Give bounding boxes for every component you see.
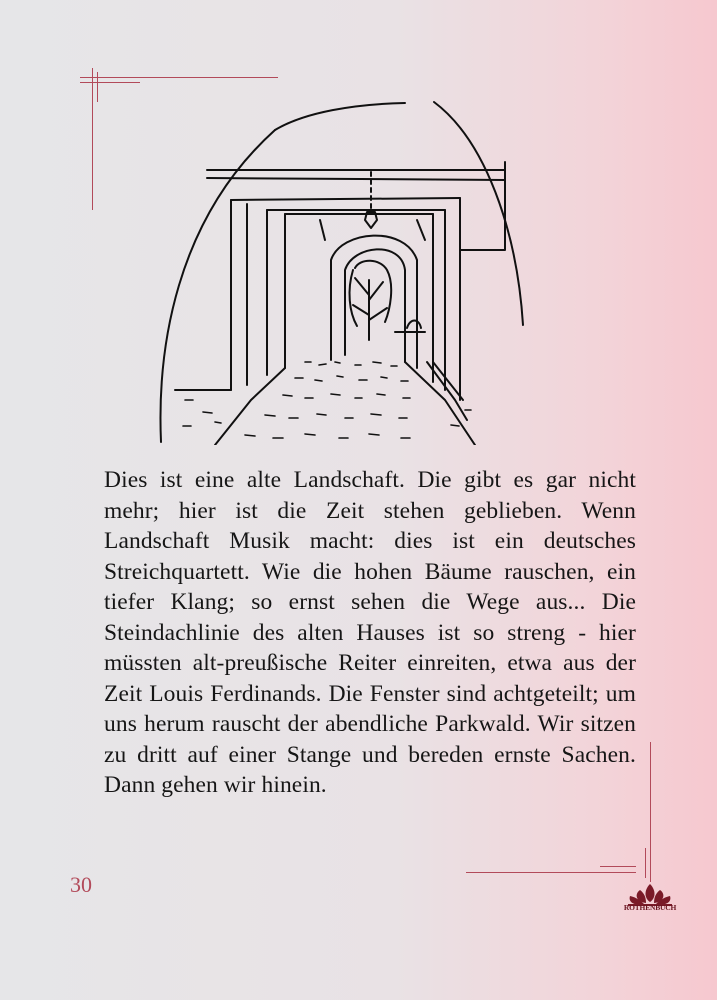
page-number: 30 [70,872,92,897]
corner-ornament-bottom-right-h2 [600,866,636,867]
publisher-logo-text: ROTHENBUCH [623,903,677,912]
corner-ornament-top-left-h2 [80,82,140,83]
corner-ornament-bottom-right-v2 [645,848,646,878]
corner-ornament-top-left-v2 [97,72,98,102]
corner-ornament-bottom-right-h1 [466,872,636,873]
corner-ornament-top-left-h1 [80,77,278,78]
corner-ornament-top-left-v1 [92,68,93,210]
archway-illustration [155,100,535,445]
body-paragraph: Dies ist eine alte Landschaft. Die gibt es gar nicht mehr; hier ist die Zeit stehen geblieben. Wenn Landschaft Musik macht: dies ist ein deutsches Streichquartett. Wie die hohen Bäume rauschen, ein tiefer Klang; so ernst sehen die Wege aus... Die Steindachlinie des alten Hauses ist so streng - hier müssten alt-preußische Reiter einreiten, etwa aus der Zeit Louis Ferdinands. Die Fenster sind achtgeteilt; um uns herum rauscht der abendliche Parkwald. Wir sitzen zu dritt auf einer Stange und bereden ernste Sachen. Dann gehen wir hinein. [104,467,636,798]
corner-ornament-bottom-right-v1 [650,742,651,882]
